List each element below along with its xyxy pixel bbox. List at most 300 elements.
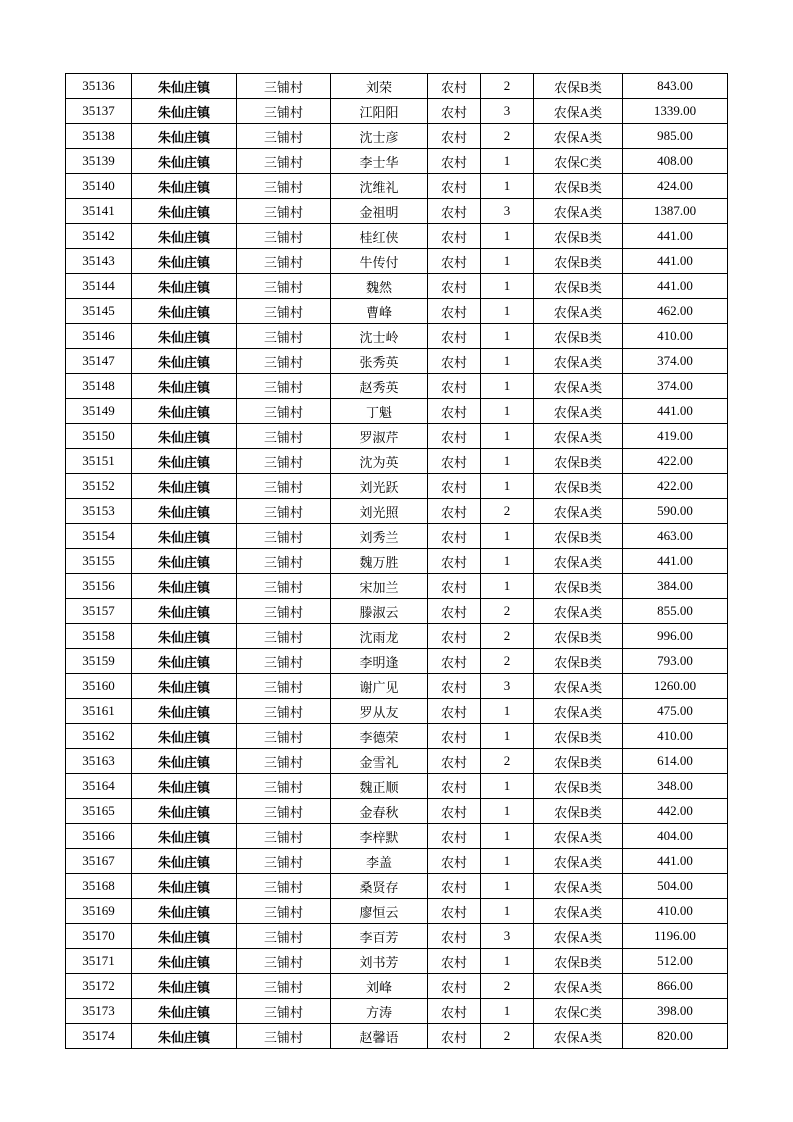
cell-record-id: 35161	[66, 699, 132, 724]
cell-village: 三铺村	[237, 824, 331, 849]
table-row	[66, 449, 728, 474]
cell-village: 三铺村	[237, 724, 331, 749]
cell-insurance-class: 农保B类	[534, 474, 623, 499]
cell-person-name: 金春秋	[331, 799, 428, 824]
cell-village: 三铺村	[237, 524, 331, 549]
cell-record-id: 35139	[66, 149, 132, 174]
table-row	[66, 724, 728, 749]
cell-insurance-class: 农保A类	[534, 549, 623, 574]
cell-town: 朱仙庄镇	[132, 799, 237, 824]
cell-amount: 441.00	[623, 849, 728, 874]
cell-amount: 1260.00	[623, 674, 728, 699]
cell-town: 朱仙庄镇	[132, 299, 237, 324]
cell-person-count: 1	[481, 774, 534, 799]
cell-person-count: 1	[481, 149, 534, 174]
cell-person-count: 1	[481, 724, 534, 749]
cell-insurance-class: 农保A类	[534, 674, 623, 699]
cell-town: 朱仙庄镇	[132, 324, 237, 349]
cell-person-count: 3	[481, 924, 534, 949]
cell-residence-type: 农村	[428, 649, 481, 674]
table-row	[66, 949, 728, 974]
cell-residence-type: 农村	[428, 124, 481, 149]
cell-record-id: 35151	[66, 449, 132, 474]
cell-village: 三铺村	[237, 749, 331, 774]
cell-person-count: 1	[481, 524, 534, 549]
cell-village: 三铺村	[237, 149, 331, 174]
cell-residence-type: 农村	[428, 799, 481, 824]
cell-person-count: 2	[481, 599, 534, 624]
cell-village: 三铺村	[237, 624, 331, 649]
cell-person-count: 1	[481, 374, 534, 399]
cell-person-name: 刘书芳	[331, 949, 428, 974]
cell-person-name: 魏正顺	[331, 774, 428, 799]
cell-insurance-class: 农保B类	[534, 624, 623, 649]
cell-insurance-class: 农保A类	[534, 349, 623, 374]
cell-insurance-class: 农保A类	[534, 124, 623, 149]
table-row	[66, 199, 728, 224]
cell-residence-type: 农村	[428, 874, 481, 899]
cell-town: 朱仙庄镇	[132, 1024, 237, 1049]
cell-person-name: 丁魁	[331, 399, 428, 424]
table-row	[66, 874, 728, 899]
cell-amount: 410.00	[623, 899, 728, 924]
table-row	[66, 349, 728, 374]
cell-record-id: 35153	[66, 499, 132, 524]
cell-amount: 441.00	[623, 399, 728, 424]
cell-insurance-class: 农保A类	[534, 899, 623, 924]
cell-insurance-class: 农保B类	[534, 174, 623, 199]
cell-record-id: 35164	[66, 774, 132, 799]
cell-village: 三铺村	[237, 449, 331, 474]
cell-record-id: 35165	[66, 799, 132, 824]
table-row	[66, 549, 728, 574]
cell-town: 朱仙庄镇	[132, 499, 237, 524]
cell-insurance-class: 农保B类	[534, 749, 623, 774]
cell-insurance-class: 农保A类	[534, 374, 623, 399]
cell-person-name: 李梓默	[331, 824, 428, 849]
cell-town: 朱仙庄镇	[132, 724, 237, 749]
table-row	[66, 674, 728, 699]
cell-person-name: 桑贤存	[331, 874, 428, 899]
table-row	[66, 824, 728, 849]
cell-person-count: 2	[481, 124, 534, 149]
cell-town: 朱仙庄镇	[132, 849, 237, 874]
cell-insurance-class: 农保B类	[534, 774, 623, 799]
table-row	[66, 524, 728, 549]
cell-record-id: 35158	[66, 624, 132, 649]
table-row	[66, 999, 728, 1024]
cell-town: 朱仙庄镇	[132, 999, 237, 1024]
cell-insurance-class: 农保A类	[534, 399, 623, 424]
cell-person-count: 1	[481, 874, 534, 899]
cell-person-count: 2	[481, 1024, 534, 1049]
cell-amount: 441.00	[623, 274, 728, 299]
cell-record-id: 35149	[66, 399, 132, 424]
cell-person-count: 1	[481, 549, 534, 574]
table-row	[66, 324, 728, 349]
cell-insurance-class: 农保B类	[534, 249, 623, 274]
table-row	[66, 599, 728, 624]
cell-village: 三铺村	[237, 674, 331, 699]
cell-town: 朱仙庄镇	[132, 99, 237, 124]
cell-town: 朱仙庄镇	[132, 274, 237, 299]
cell-amount: 419.00	[623, 424, 728, 449]
table-row	[66, 274, 728, 299]
cell-record-id: 35172	[66, 974, 132, 999]
pension-table	[65, 73, 728, 1049]
cell-town: 朱仙庄镇	[132, 949, 237, 974]
cell-person-name: 李士华	[331, 149, 428, 174]
cell-village: 三铺村	[237, 499, 331, 524]
cell-residence-type: 农村	[428, 149, 481, 174]
cell-person-count: 1	[481, 399, 534, 424]
cell-person-count: 2	[481, 974, 534, 999]
cell-amount: 504.00	[623, 874, 728, 899]
cell-residence-type: 农村	[428, 474, 481, 499]
cell-amount: 1196.00	[623, 924, 728, 949]
cell-residence-type: 农村	[428, 899, 481, 924]
cell-person-name: 李百芳	[331, 924, 428, 949]
cell-residence-type: 农村	[428, 249, 481, 274]
cell-village: 三铺村	[237, 224, 331, 249]
cell-person-name: 刘光跃	[331, 474, 428, 499]
cell-amount: 408.00	[623, 149, 728, 174]
cell-person-count: 1	[481, 474, 534, 499]
cell-residence-type: 农村	[428, 699, 481, 724]
table-row	[66, 699, 728, 724]
cell-town: 朱仙庄镇	[132, 174, 237, 199]
cell-village: 三铺村	[237, 249, 331, 274]
cell-town: 朱仙庄镇	[132, 199, 237, 224]
cell-village: 三铺村	[237, 574, 331, 599]
table-row	[66, 799, 728, 824]
cell-village: 三铺村	[237, 424, 331, 449]
cell-insurance-class: 农保A类	[534, 99, 623, 124]
cell-village: 三铺村	[237, 274, 331, 299]
cell-record-id: 35137	[66, 99, 132, 124]
cell-insurance-class: 农保B类	[534, 449, 623, 474]
table-row	[66, 774, 728, 799]
cell-person-count: 3	[481, 199, 534, 224]
cell-person-name: 沈维礼	[331, 174, 428, 199]
cell-residence-type: 农村	[428, 849, 481, 874]
cell-person-count: 1	[481, 949, 534, 974]
cell-town: 朱仙庄镇	[132, 449, 237, 474]
cell-person-name: 沈雨龙	[331, 624, 428, 649]
cell-amount: 855.00	[623, 599, 728, 624]
cell-person-name: 曹峰	[331, 299, 428, 324]
cell-amount: 996.00	[623, 624, 728, 649]
cell-person-count: 3	[481, 674, 534, 699]
cell-record-id: 35163	[66, 749, 132, 774]
cell-village: 三铺村	[237, 199, 331, 224]
cell-amount: 424.00	[623, 174, 728, 199]
cell-town: 朱仙庄镇	[132, 674, 237, 699]
table-row	[66, 399, 728, 424]
cell-village: 三铺村	[237, 599, 331, 624]
cell-record-id: 35171	[66, 949, 132, 974]
table-row	[66, 574, 728, 599]
table-row	[66, 974, 728, 999]
cell-person-count: 1	[481, 174, 534, 199]
cell-insurance-class: 农保A类	[534, 849, 623, 874]
cell-person-name: 刘峰	[331, 974, 428, 999]
table-body	[66, 74, 728, 1049]
cell-amount: 441.00	[623, 224, 728, 249]
cell-record-id: 35143	[66, 249, 132, 274]
cell-residence-type: 农村	[428, 624, 481, 649]
cell-person-name: 宋加兰	[331, 574, 428, 599]
cell-record-id: 35146	[66, 324, 132, 349]
cell-town: 朱仙庄镇	[132, 974, 237, 999]
table-row	[66, 249, 728, 274]
cell-insurance-class: 农保B类	[534, 724, 623, 749]
cell-residence-type: 农村	[428, 749, 481, 774]
cell-person-count: 1	[481, 424, 534, 449]
cell-person-name: 李明逢	[331, 649, 428, 674]
cell-residence-type: 农村	[428, 99, 481, 124]
cell-record-id: 35142	[66, 224, 132, 249]
cell-insurance-class: 农保A类	[534, 424, 623, 449]
cell-person-name: 牛传付	[331, 249, 428, 274]
cell-person-name: 刘光照	[331, 499, 428, 524]
cell-amount: 614.00	[623, 749, 728, 774]
cell-village: 三铺村	[237, 649, 331, 674]
cell-person-name: 罗淑芹	[331, 424, 428, 449]
cell-amount: 866.00	[623, 974, 728, 999]
cell-insurance-class: 农保A类	[534, 824, 623, 849]
cell-person-name: 谢广见	[331, 674, 428, 699]
cell-residence-type: 农村	[428, 974, 481, 999]
cell-town: 朱仙庄镇	[132, 874, 237, 899]
cell-amount: 985.00	[623, 124, 728, 149]
cell-residence-type: 农村	[428, 324, 481, 349]
cell-person-name: 刘秀兰	[331, 524, 428, 549]
cell-person-name: 沈士彦	[331, 124, 428, 149]
cell-village: 三铺村	[237, 349, 331, 374]
cell-person-name: 桂红侠	[331, 224, 428, 249]
cell-town: 朱仙庄镇	[132, 249, 237, 274]
cell-insurance-class: 农保A类	[534, 924, 623, 949]
cell-record-id: 35162	[66, 724, 132, 749]
cell-record-id: 35145	[66, 299, 132, 324]
cell-person-count: 1	[481, 799, 534, 824]
cell-residence-type: 农村	[428, 499, 481, 524]
cell-record-id: 35173	[66, 999, 132, 1024]
cell-person-name: 张秀英	[331, 349, 428, 374]
cell-town: 朱仙庄镇	[132, 524, 237, 549]
cell-person-count: 1	[481, 449, 534, 474]
cell-person-count: 3	[481, 99, 534, 124]
cell-amount: 1339.00	[623, 99, 728, 124]
cell-village: 三铺村	[237, 399, 331, 424]
cell-amount: 410.00	[623, 324, 728, 349]
cell-amount: 410.00	[623, 724, 728, 749]
table-row	[66, 849, 728, 874]
cell-person-name: 刘荣	[331, 74, 428, 99]
cell-person-count: 1	[481, 299, 534, 324]
cell-village: 三铺村	[237, 299, 331, 324]
cell-town: 朱仙庄镇	[132, 224, 237, 249]
cell-town: 朱仙庄镇	[132, 924, 237, 949]
cell-residence-type: 农村	[428, 349, 481, 374]
cell-village: 三铺村	[237, 849, 331, 874]
cell-record-id: 35136	[66, 74, 132, 99]
cell-town: 朱仙庄镇	[132, 574, 237, 599]
cell-person-count: 1	[481, 999, 534, 1024]
cell-record-id: 35148	[66, 374, 132, 399]
cell-residence-type: 农村	[428, 74, 481, 99]
table-row	[66, 374, 728, 399]
cell-person-count: 1	[481, 224, 534, 249]
cell-record-id: 35166	[66, 824, 132, 849]
cell-person-count: 1	[481, 324, 534, 349]
cell-town: 朱仙庄镇	[132, 149, 237, 174]
cell-person-name: 沈为英	[331, 449, 428, 474]
cell-person-name: 魏万胜	[331, 549, 428, 574]
cell-residence-type: 农村	[428, 924, 481, 949]
cell-residence-type: 农村	[428, 299, 481, 324]
cell-amount: 422.00	[623, 474, 728, 499]
cell-record-id: 35144	[66, 274, 132, 299]
cell-residence-type: 农村	[428, 374, 481, 399]
table-row	[66, 224, 728, 249]
cell-village: 三铺村	[237, 949, 331, 974]
cell-village: 三铺村	[237, 899, 331, 924]
cell-insurance-class: 农保B类	[534, 224, 623, 249]
cell-person-count: 2	[481, 749, 534, 774]
cell-person-name: 赵馨语	[331, 1024, 428, 1049]
cell-residence-type: 农村	[428, 949, 481, 974]
cell-town: 朱仙庄镇	[132, 624, 237, 649]
cell-person-name: 赵秀英	[331, 374, 428, 399]
cell-person-count: 1	[481, 349, 534, 374]
cell-person-name: 金祖明	[331, 199, 428, 224]
cell-person-count: 2	[481, 624, 534, 649]
table-row	[66, 149, 728, 174]
cell-person-name: 滕淑云	[331, 599, 428, 624]
cell-person-name: 魏然	[331, 274, 428, 299]
cell-residence-type: 农村	[428, 524, 481, 549]
cell-person-count: 1	[481, 249, 534, 274]
cell-amount: 404.00	[623, 824, 728, 849]
table-row	[66, 624, 728, 649]
cell-person-name: 金雪礼	[331, 749, 428, 774]
cell-residence-type: 农村	[428, 774, 481, 799]
cell-town: 朱仙庄镇	[132, 824, 237, 849]
cell-person-name: 李德荣	[331, 724, 428, 749]
cell-record-id: 35169	[66, 899, 132, 924]
table-row	[66, 174, 728, 199]
cell-village: 三铺村	[237, 699, 331, 724]
cell-person-name: 李盖	[331, 849, 428, 874]
cell-village: 三铺村	[237, 774, 331, 799]
cell-village: 三铺村	[237, 924, 331, 949]
table-row	[66, 99, 728, 124]
cell-insurance-class: 农保A类	[534, 199, 623, 224]
cell-person-name: 沈士岭	[331, 324, 428, 349]
cell-residence-type: 农村	[428, 274, 481, 299]
cell-record-id: 35170	[66, 924, 132, 949]
cell-person-count: 1	[481, 899, 534, 924]
table-row	[66, 649, 728, 674]
cell-insurance-class: 农保B类	[534, 949, 623, 974]
cell-town: 朱仙庄镇	[132, 899, 237, 924]
cell-insurance-class: 农保B类	[534, 324, 623, 349]
cell-amount: 1387.00	[623, 199, 728, 224]
cell-amount: 374.00	[623, 374, 728, 399]
cell-amount: 793.00	[623, 649, 728, 674]
cell-amount: 441.00	[623, 249, 728, 274]
cell-amount: 442.00	[623, 799, 728, 824]
cell-residence-type: 农村	[428, 449, 481, 474]
cell-amount: 398.00	[623, 999, 728, 1024]
cell-person-count: 1	[481, 699, 534, 724]
cell-residence-type: 农村	[428, 824, 481, 849]
table-row	[66, 124, 728, 149]
cell-person-count: 1	[481, 274, 534, 299]
cell-insurance-class: 农保C类	[534, 999, 623, 1024]
cell-insurance-class: 农保A类	[534, 699, 623, 724]
cell-record-id: 35168	[66, 874, 132, 899]
cell-amount: 512.00	[623, 949, 728, 974]
cell-town: 朱仙庄镇	[132, 774, 237, 799]
cell-insurance-class: 农保B类	[534, 649, 623, 674]
cell-record-id: 35140	[66, 174, 132, 199]
cell-village: 三铺村	[237, 549, 331, 574]
cell-record-id: 35167	[66, 849, 132, 874]
cell-residence-type: 农村	[428, 599, 481, 624]
cell-amount: 843.00	[623, 74, 728, 99]
cell-residence-type: 农村	[428, 424, 481, 449]
cell-person-name: 罗从友	[331, 699, 428, 724]
cell-person-count: 2	[481, 499, 534, 524]
cell-record-id: 35159	[66, 649, 132, 674]
cell-residence-type: 农村	[428, 999, 481, 1024]
cell-village: 三铺村	[237, 374, 331, 399]
cell-residence-type: 农村	[428, 549, 481, 574]
cell-amount: 374.00	[623, 349, 728, 374]
cell-village: 三铺村	[237, 174, 331, 199]
cell-village: 三铺村	[237, 974, 331, 999]
cell-town: 朱仙庄镇	[132, 374, 237, 399]
table-row	[66, 749, 728, 774]
cell-town: 朱仙庄镇	[132, 474, 237, 499]
cell-residence-type: 农村	[428, 174, 481, 199]
cell-town: 朱仙庄镇	[132, 124, 237, 149]
cell-record-id: 35138	[66, 124, 132, 149]
cell-village: 三铺村	[237, 799, 331, 824]
cell-amount: 384.00	[623, 574, 728, 599]
cell-record-id: 35147	[66, 349, 132, 374]
cell-amount: 590.00	[623, 499, 728, 524]
cell-insurance-class: 农保B类	[534, 574, 623, 599]
cell-town: 朱仙庄镇	[132, 424, 237, 449]
cell-record-id: 35156	[66, 574, 132, 599]
cell-town: 朱仙庄镇	[132, 649, 237, 674]
cell-record-id: 35155	[66, 549, 132, 574]
cell-amount: 463.00	[623, 524, 728, 549]
cell-amount: 820.00	[623, 1024, 728, 1049]
cell-insurance-class: 农保A类	[534, 599, 623, 624]
cell-residence-type: 农村	[428, 574, 481, 599]
cell-village: 三铺村	[237, 1024, 331, 1049]
cell-village: 三铺村	[237, 874, 331, 899]
cell-person-name: 廖恒云	[331, 899, 428, 924]
table-row	[66, 924, 728, 949]
cell-town: 朱仙庄镇	[132, 749, 237, 774]
cell-person-count: 1	[481, 824, 534, 849]
